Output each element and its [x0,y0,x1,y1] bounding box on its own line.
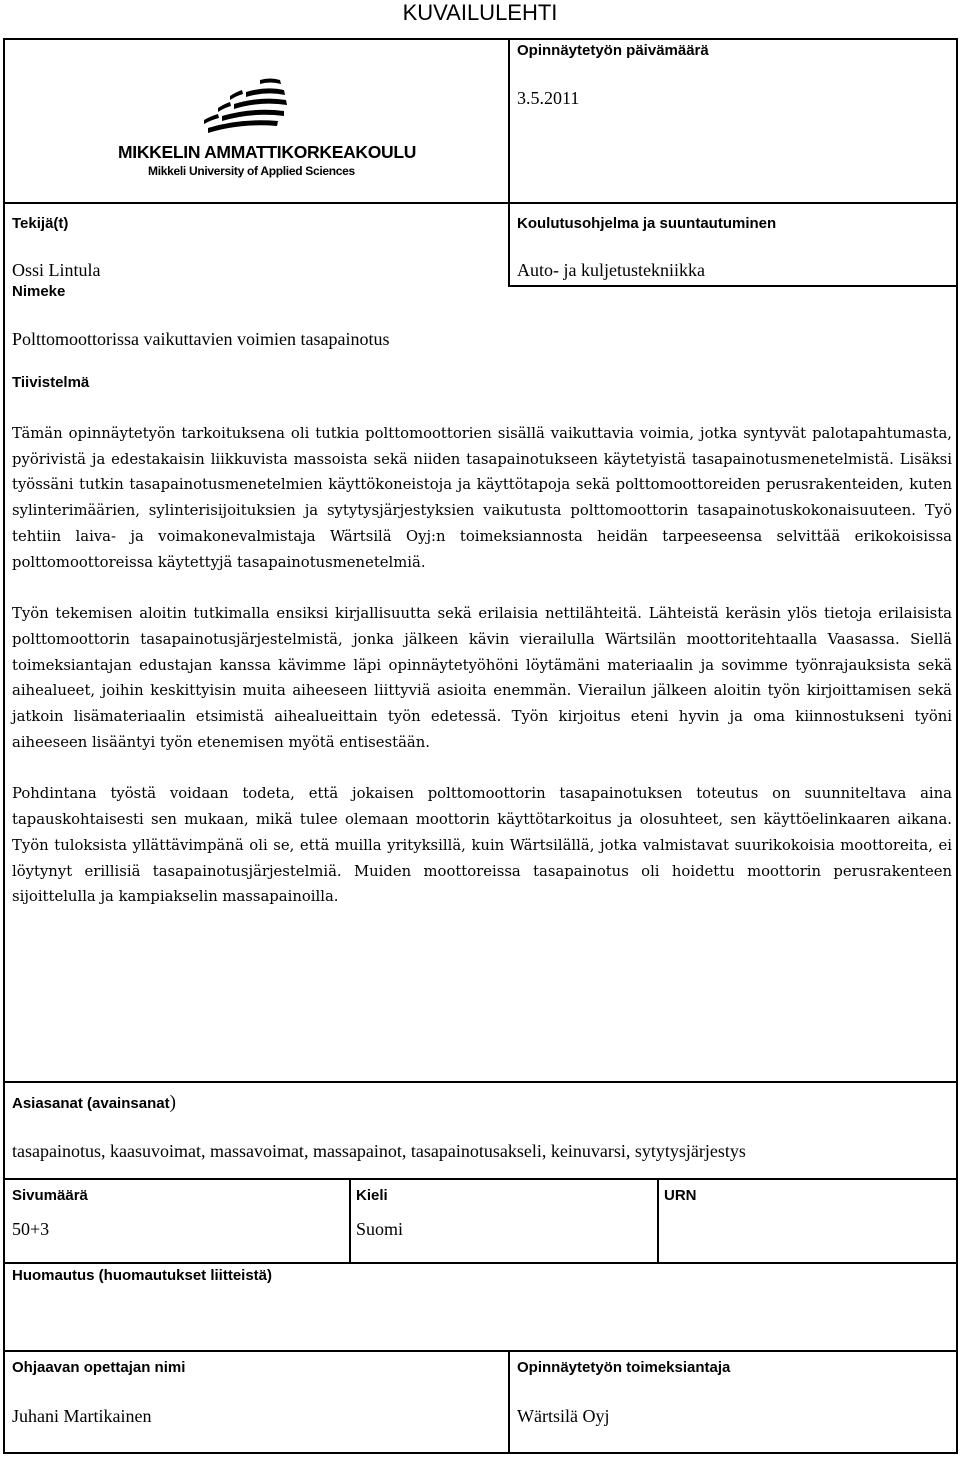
date-value: 3.5.2011 [517,88,580,108]
language-value: Suomi [356,1219,404,1239]
logo-subtitle: Mikkeli University of Applied Sciences [148,164,355,178]
language-divider [657,1178,659,1263]
abstract-body [12,421,952,936]
abstract-paragraph: Tämän opinnäytetyön tarkoituksena oli tutkia polttomoottorien sisällä vaikuttavia voimia, jotka syntyvät palotapahtumasta, pyörivistä ja edestakaisin liikkuvista massoista sekä niiden tasapainotukseen käytetyistä tasapainotusmenetelmistä. Lisäksi työssäni tutkin tasapainotusmenetelmien käyttökoneistoja ja käyttötapoja sekä polttomoottoreiden perusrakenteiden, kuten sylinterimäärien, sylinterisijoituksien ja sytytysjärjestyksien vaikutusta polttomoottorin tasapainotuskokonaisuuteen. Työ tehtiin laiva- ja voimakonevalmistaja Wärtsilä Oyj:n toimeksiannosta heidän tarpeeseensa selvittää erikokoisissa polttomoottoreissa käytettyjä tasapainotusmenetelmiä. [12,425,952,571]
author-divider [508,202,510,286]
notes-label: Huomautus (huomautukset liitteistä) [12,1267,273,1284]
keywords-label [12,1094,176,1113]
author-label: Tekijä(t) [12,215,69,232]
urn-label: URN [664,1187,697,1204]
thesis-title: Polttomoottorissa vaikuttavien voimien tasapainotus [12,329,390,349]
pages-divider [349,1178,351,1263]
title-label: Nimeke [12,283,66,300]
supervisor-divider [508,1350,510,1452]
date-label: Opinnäytetyön päivämäärä [517,42,709,59]
language-label: Kieli [356,1187,388,1204]
author-value: Ossi Lintula [12,260,101,280]
abstract-label: Tiivistelmä [12,374,90,391]
row-divider-notes [5,1262,956,1264]
row-divider-pages [5,1178,956,1180]
row-divider-keywords [5,1081,956,1083]
row-divider-header [5,202,956,204]
row-divider-supervisor [5,1350,956,1352]
keywords-value: tasapainotus, kaasuvoimat, massavoimat, massapainot, tasapainotusakseli, keinuvarsi, sytytysjärjestys [12,1141,746,1161]
header-divider [508,40,510,204]
supervisor-value: Juhani Martikainen [12,1406,152,1426]
university-logo [118,78,417,184]
logo-name: MIKKELIN AMMATTIKORKEAKOULU [118,142,417,162]
abstract-paragraph: Työn tekemisen aloitin tutkimalla ensiksi kirjallisuutta sekä erilaisia nettilähteitä. Lähteistä keräsin ylös tietoja erilaisista polttomoottorin tasapainotusjärjestelmistä, jonka jälkeen kävin vierailulla Wärtsilän moottoritehtaalla Vaasassa. Siellä toimeksiantajan edustajan kanssa kävimme läpi opinnäytetyöhöni löytämäni materiaalin ja sovimme työnrajauksista sekä aihealueet, joihin keskittyisin muita aiheeseen liittyviä asioita enemmän. Vierailun jälkeen aloitin työn kirjoittamisen sekä jatkoin lisämateriaalin etsimistä aihealueittain työn edetessä. Työn kirjoitus eteni hyvin ja oma kiinnostukseni työni aiheeseen lisääntyi työn etenemisen myötä entisestään. [12,605,952,751]
programme-value: Auto- ja kuljetustekniikka [517,260,705,280]
row-divider-programme [508,285,956,287]
pages-label: Sivumäärä [12,1187,88,1204]
commissioner-label: Opinnäytetyön toimeksiantaja [517,1359,731,1376]
keywords-label-text: Asiasanat (avainsanat [12,1095,170,1112]
keywords-label-paren: ) [169,1092,176,1113]
logo-mark-icon [118,78,363,142]
page-title: KUVAILULEHTI [402,0,558,25]
programme-label: Koulutusohjelma ja suuntautuminen [517,215,777,232]
supervisor-label: Ohjaavan opettajan nimi [12,1359,186,1376]
commissioner-value: Wärtsilä Oyj [517,1406,610,1426]
pages-value: 50+3 [12,1219,50,1239]
abstract-paragraph: Pohdintana työstä voidaan todeta, että jokaisen polttomoottorin tasapainotuksen toteutus on suunniteltava aina tapauskohtaisesti sen mukaan, mikä tulee olemaan moottorin käyttötarkoitus ja olosuhteet, sen käyttöelinkaaren aikana. Työn tuloksista yllättävimpänä oli se, että muilla yrityksillä, kuin Wärtsilällä, jotka valmistavat suurikokoisia moottoreita, ei löytynyt erillisiä tasapainotusjärjestelmiä. Muiden moottoreissa tasapainotus oli hoidettu moottorin perusrakenteen sijoittelulla ja kampiakselin massapainoilla. [12,785,952,906]
